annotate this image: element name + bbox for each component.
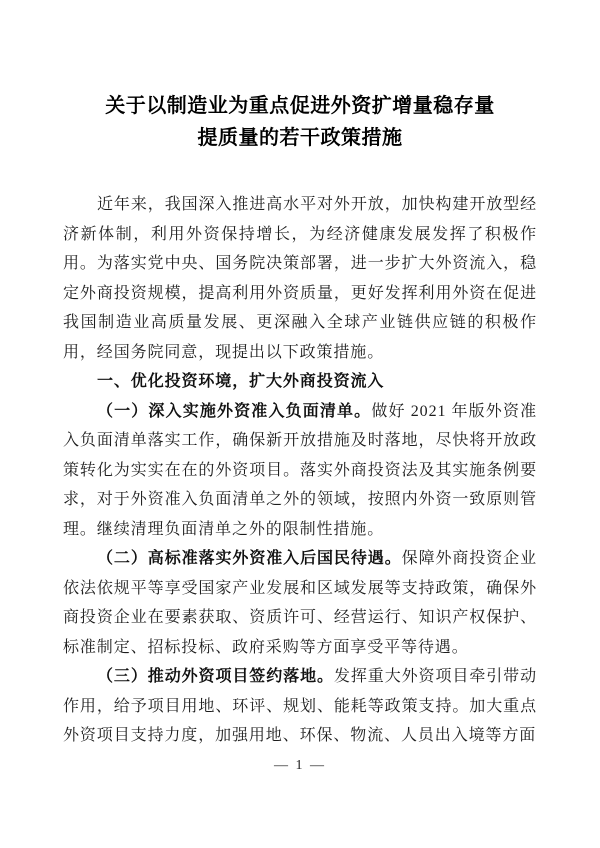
policy-item-3-text: 发挥重大外资项目牵引带动作用，给予项目用地、环评、规划、能耗等政策支持。加大重点外资项目支持力度，加强用地、环保、物流、人员出入境等方面 bbox=[63, 668, 537, 744]
policy-item-1-lead: （一）深入实施外资准入负面清单。 bbox=[97, 402, 372, 420]
policy-item-3-lead: （三）推动外资项目签约落地。 bbox=[97, 668, 334, 685]
policy-item-2 bbox=[63, 544, 537, 662]
policy-item-1-text: 做好 2021 年版外资准入负面清单落实工作，确保新开放措施及时落地，尽快将开放政策转化为实实在在的外资项目。落实外商投资法及其实施条例要求，对于外资准入负面清单之外的领域，按照内外资一致原则管理。继续清理负面清单之外的限制性措施。 bbox=[63, 402, 537, 538]
policy-item-3 bbox=[63, 662, 537, 751]
document-body bbox=[63, 190, 537, 751]
policy-item-1 bbox=[63, 397, 537, 545]
document-title bbox=[63, 90, 537, 154]
page-number: — 1 — bbox=[274, 757, 326, 773]
document-title-line-2: 提质量的若干政策措施 bbox=[197, 127, 403, 149]
document-title-line-1: 关于以制造业为重点促进外资扩增量稳存量 bbox=[105, 95, 495, 117]
intro-paragraph: 近年来，我国深入推进高水平对外开放，加快构建开放型经济新体制，利用外资保持增长，为经济健康发展发挥了积极作用。为落实党中央、国务院决策部署，进一步扩大外资流入，稳定外商投资规模，提高利用外资质量，更好发挥利用外资在促进我国制造业高质量发展、更深融入全球产业链供应链的积极作用，经国务院同意，现提出以下政策措施。 bbox=[63, 196, 537, 361]
section-heading-1: 一、优化投资环境，扩大外商投资流入 bbox=[97, 373, 385, 390]
policy-item-2-text: 保障外商投资企业依法依规平等享受国家产业发展和区域发展等支持政策，确保外商投资企业在要素获取、资质许可、经营运行、知识产权保护、标准制定、招标投标、政府采购等方面享受平等待遇。 bbox=[63, 550, 538, 656]
policy-item-2-lead: （二）高标准落实外资准入后国民待遇。 bbox=[97, 550, 402, 567]
